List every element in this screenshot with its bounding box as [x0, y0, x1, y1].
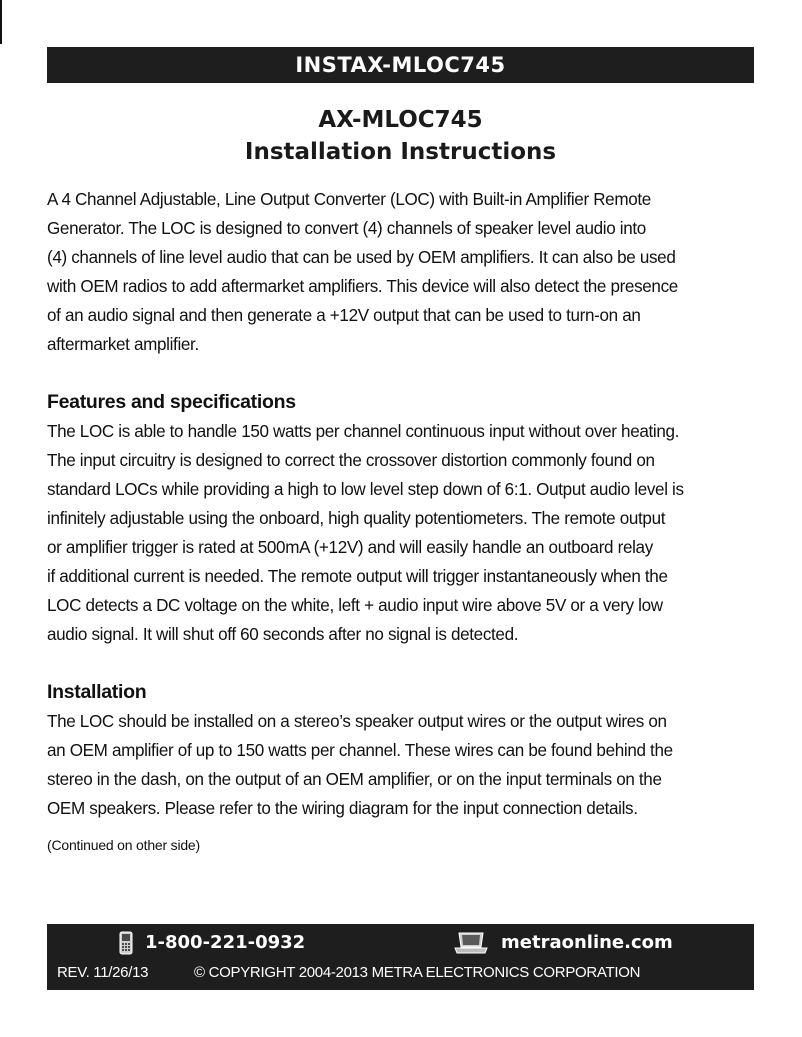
- text-line: LOC detects a DC voltage on the white, left + audio input wire above 5V or a very low: [47, 595, 663, 615]
- features-paragraph: [47, 417, 759, 649]
- text-line: standard LOCs while providing a high to low level step down of 6:1. Output audio level is: [47, 479, 684, 499]
- document-body: [47, 185, 759, 855]
- footer-banner: [47, 924, 754, 990]
- phone-contact: [119, 930, 305, 956]
- title-subtitle: Installation Instructions: [244, 139, 557, 165]
- spacer: [47, 649, 759, 678]
- footer-legal-row: [57, 962, 640, 984]
- text-line: of an audio signal and then generate a +12V output that can be used to turn-on an: [47, 305, 641, 325]
- text-line: aftermarket amplifier.: [47, 334, 199, 354]
- phone-icon: [119, 931, 133, 955]
- header-banner: [47, 47, 754, 83]
- text-line: (4) channels of line level audio that can be used by OEM amplifiers. It can also be used: [47, 247, 676, 267]
- document-title: [47, 104, 754, 168]
- website-url: metraonline.com: [501, 932, 673, 953]
- text-line: an OEM amplifier of up to 150 watts per channel. These wires can be found behind the: [47, 740, 673, 760]
- text-line: if additional current is needed. The remote output will trigger instantaneously when the: [47, 566, 668, 586]
- text-line: The input circuitry is designed to correct the crossover distortion commonly found on: [47, 450, 655, 470]
- continued-note: (Continued on other side): [47, 837, 200, 853]
- features-heading: Features and specifications: [47, 391, 296, 413]
- text-line: audio signal. It will shut off 60 seconds after no signal is detected.: [47, 624, 519, 644]
- text-line: with OEM radios to add aftermarket amplifiers. This device will also detect the presence: [47, 276, 678, 296]
- spacer: [47, 359, 759, 388]
- title-model: AX-MLOC745: [318, 107, 483, 133]
- text-line: A 4 Channel Adjustable, Line Output Converter (LOC) with Built-in Amplifier Remote: [47, 189, 651, 209]
- text-line: infinitely adjustable using the onboard, high quality potentiometers. The remote output: [47, 508, 666, 528]
- phone-number: 1-800-221-0932: [145, 932, 306, 953]
- laptop-icon: [453, 931, 489, 955]
- intro-paragraph: [47, 185, 759, 359]
- installation-paragraph: [47, 707, 759, 823]
- text-line: The LOC is able to handle 150 watts per channel continuous input without over heating.: [47, 421, 680, 441]
- copyright-notice: © COPYRIGHT 2004-2013 METRA ELECTRONICS CORPORATION: [194, 964, 641, 981]
- installation-heading: Installation: [47, 681, 147, 703]
- text-line: OEM speakers. Please refer to the wiring diagram for the input connection details.: [47, 798, 638, 818]
- revision-date: REV. 11/26/13: [57, 964, 149, 981]
- text-line: Generator. The LOC is designed to convert (4) channels of speaker level audio into: [47, 218, 646, 238]
- crop-mark: [0, 0, 2, 44]
- text-line: stereo in the dash, on the output of an OEM amplifier, or on the input terminals on the: [47, 769, 662, 789]
- website-contact: [453, 930, 673, 956]
- product-code: INSTAX-MLOC745: [295, 53, 506, 77]
- footer-contact-row: [47, 930, 754, 956]
- text-line: The LOC should be installed on a stereo’s speaker output wires or the output wires on: [47, 711, 667, 731]
- text-line: or amplifier trigger is rated at 500mA (+12V) and will easily handle an outboard relay: [47, 537, 653, 557]
